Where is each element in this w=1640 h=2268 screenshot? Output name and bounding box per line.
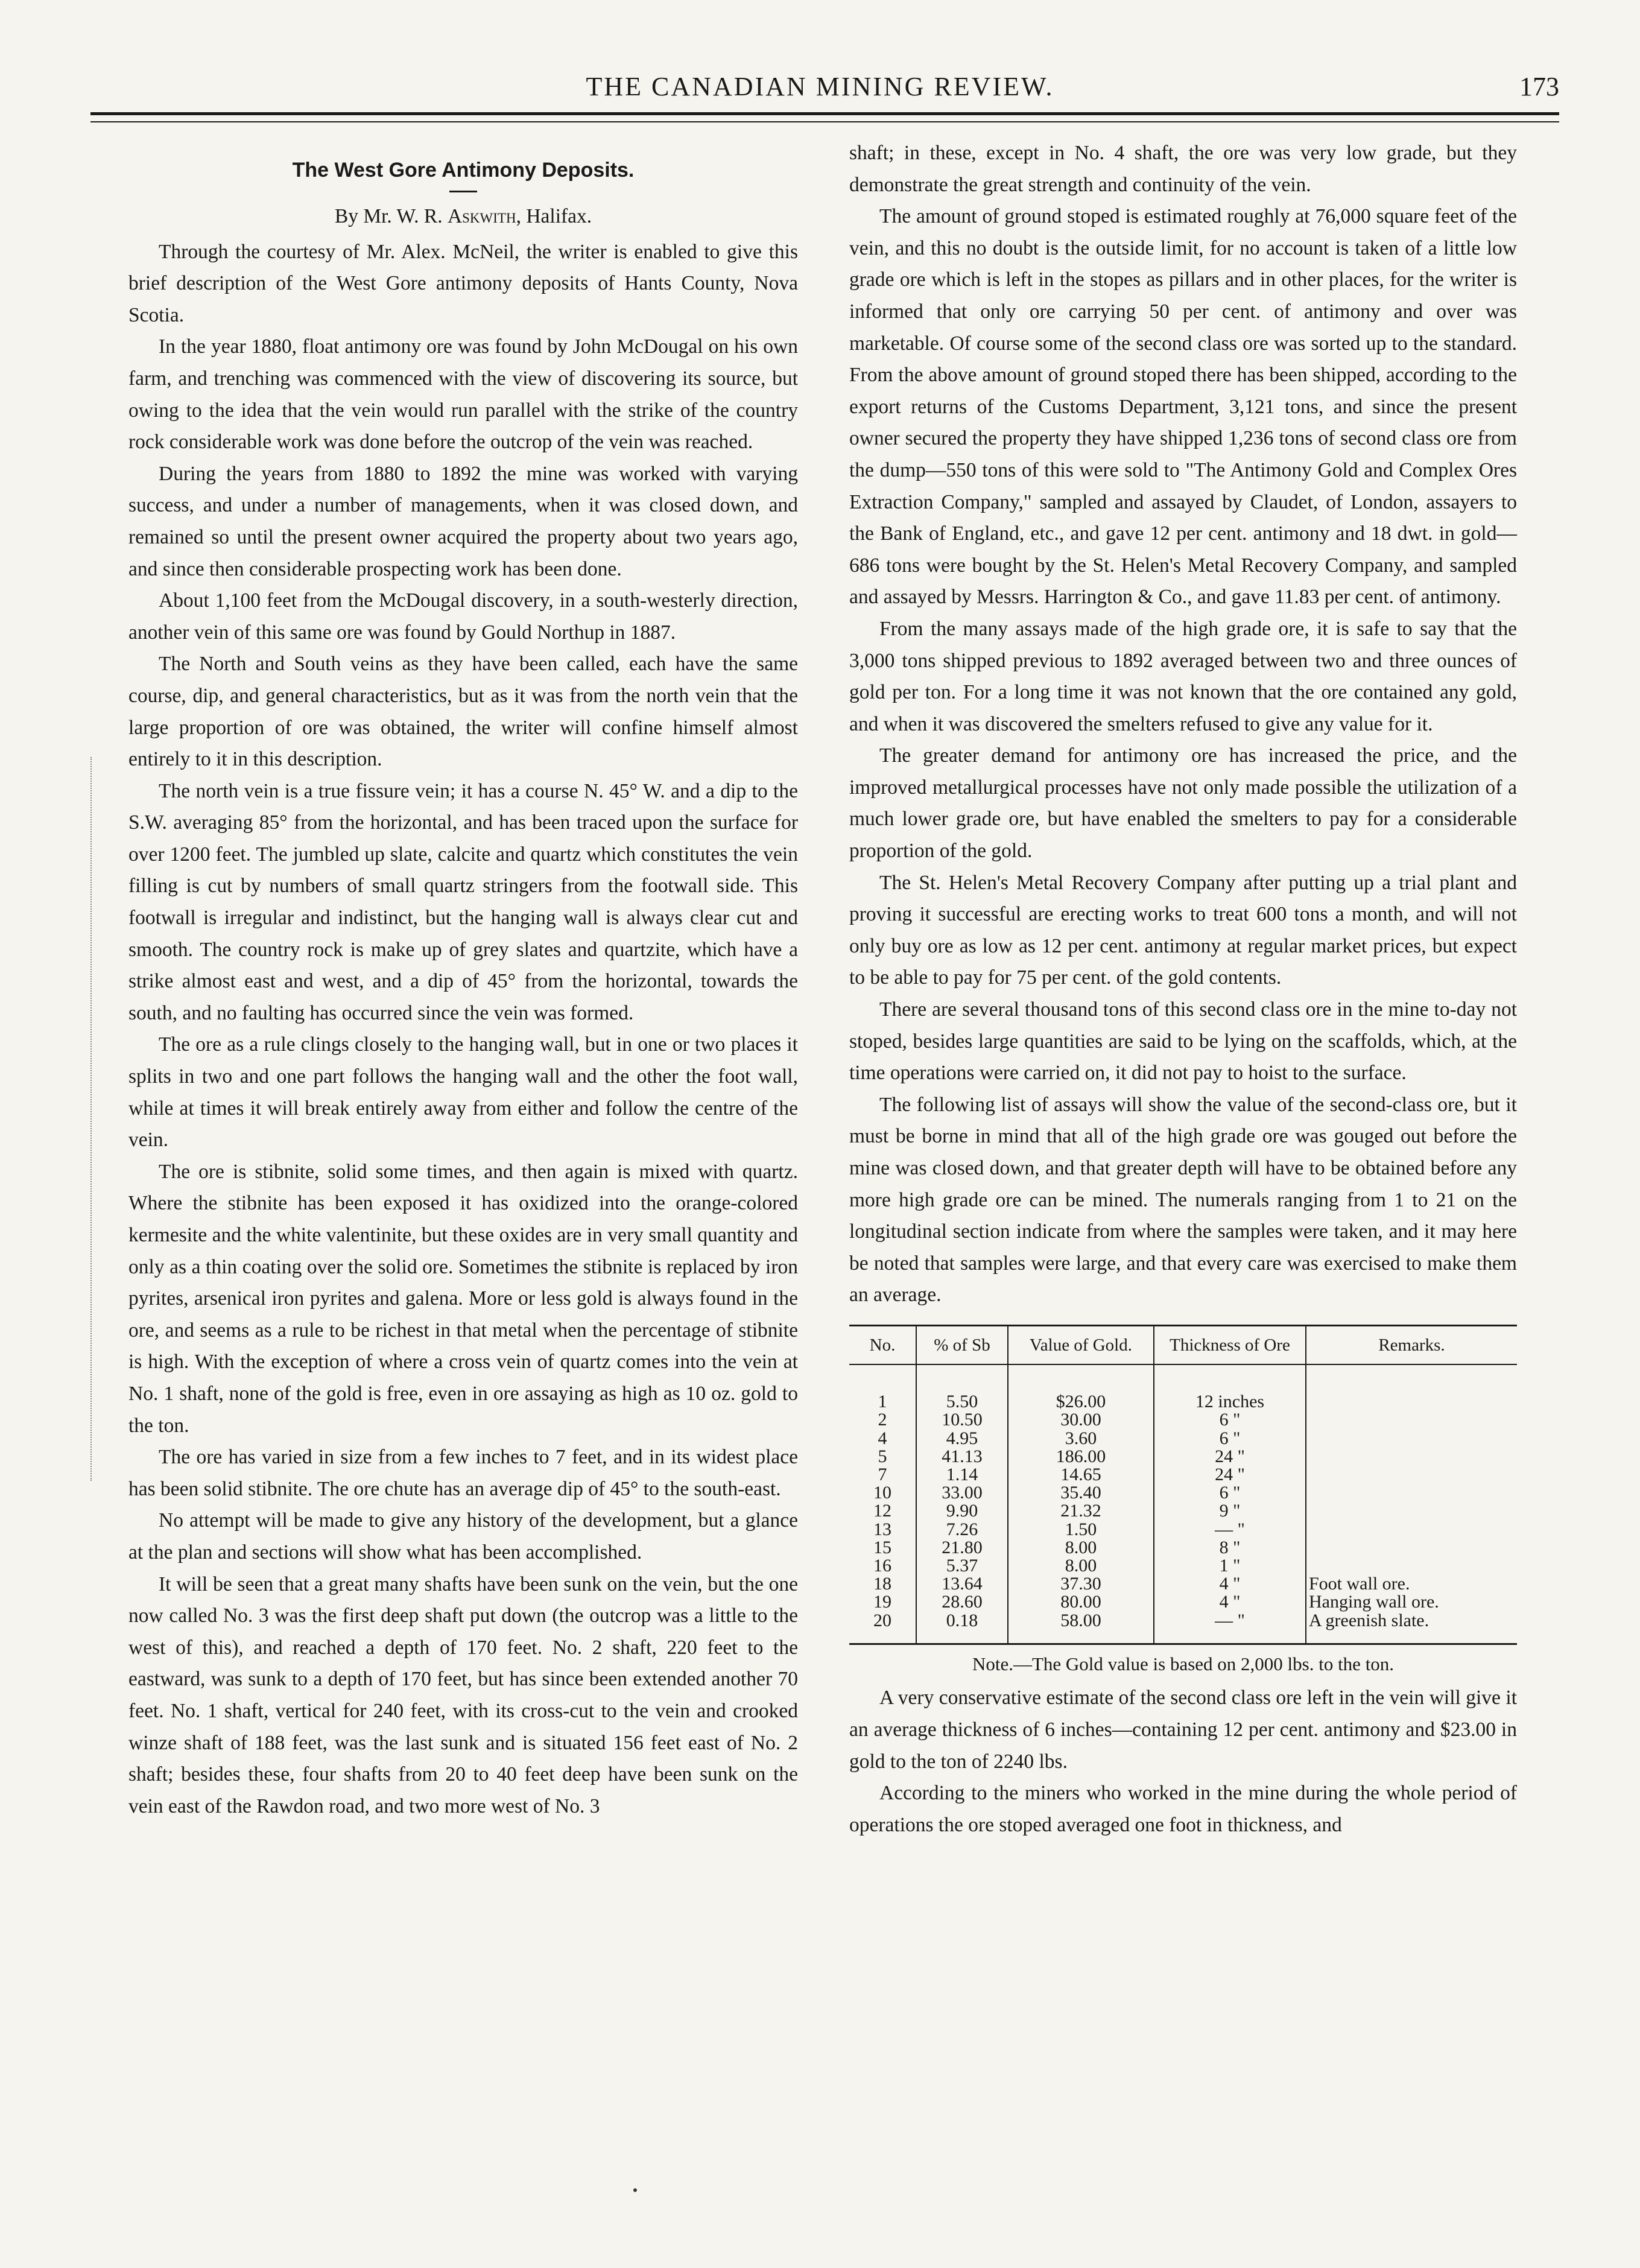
paragraph: The St. Helen's Metal Recovery Company after putting up a trial plant and proving it successful are erecting works to treat 600 tons a month, and will not only buy ore as low as 12 per cent. antimony at regular market prices, but expect to be able to pay for 75 per cent. of the gold contents. — [849, 871, 1517, 989]
header-rule-thin — [90, 121, 1559, 122]
column-header: Value of Gold. — [1008, 1325, 1154, 1364]
table-row — [849, 1539, 1517, 1557]
paragraph: The ore is stibnite, solid some times, and then again is mixed with quartz. Where the stibnite has been exposed it has oxidized into the orange-colored kermesite and the white valentinite, but these oxides are in very small quantity and only as a thin coating over the solid ore. Sometimes the stibnite is replaced by iron pyrites, arsenical iron pyrites and galena. More or less gold is always found in the ore, and seems as a rule to be richest in that metal when the percentage of stibnite is high. With the exception of where a cross vein of quartz comes into the vein at No. 1 shaft, none of the gold is free, even in ore assaying as high as 10 oz. gold to the ton. — [128, 1160, 798, 1437]
table-cell: 18 — [873, 1574, 891, 1594]
table-cell: 12 inches — [1154, 1364, 1306, 1411]
table-cell — [1306, 1448, 1517, 1466]
table-cell: 41.13 — [916, 1448, 1008, 1466]
table-cell: 7.26 — [916, 1521, 1008, 1539]
table-cell: 1.14 — [916, 1466, 1008, 1484]
table-cell: Foot wall ore. — [1306, 1575, 1517, 1593]
table-row — [849, 1521, 1517, 1539]
paragraph: The north vein is a true fissure vein; it has a course N. 45° W. and a dip to the S.W. averaging 85° from the horizontal, and has been traced upon the surface for over 1200 feet. The jumbled up slate, calcite and quartz which constitutes the vein filling is cut by numbers of small quartz stringers from the footwall side. This footwall is irregular and indistinct, but the hanging wall is always clear cut and smooth. The country rock is make up of grey slates and quartzite, which have a strike almost east and west, and a dip of 45° from the horizontal, towards the south, and no faulting has occurred since the vein was formed. — [128, 779, 798, 1024]
table-cell: 30.00 — [1008, 1411, 1154, 1429]
right-column — [849, 138, 1517, 1841]
printer-mark — [633, 2188, 637, 2192]
margin-dotted-rule — [90, 757, 92, 1481]
table-cell: 4.95 — [916, 1430, 1008, 1448]
table-cell: 7 — [878, 1464, 887, 1484]
table-cell — [1306, 1484, 1517, 1502]
paragraph: About 1,100 feet from the McDougal discovery, in a south-westerly direction, another vein of this same ore was found by Gould Northup in 1887. — [128, 589, 798, 644]
table-cell: 2 — [878, 1410, 887, 1430]
table-cell: 1 " — [1154, 1557, 1306, 1575]
table-cell: 10 — [873, 1483, 891, 1503]
table-cell — [1306, 1411, 1517, 1429]
table-cell: 6 " — [1154, 1484, 1306, 1502]
table-cell: 16 — [873, 1556, 891, 1576]
paragraph: According to the miners who worked in the mine during the whole period of operations the ore stoped averaged one foot in thickness, and — [849, 1782, 1517, 1836]
table-cell: — " — [1154, 1612, 1306, 1644]
article-title: The West Gore Antimony Deposits. — [292, 159, 635, 182]
paragraph: shaft; in these, except in No. 4 shaft, the ore was very low grade, but they demonstrate the great strength and continuity of the vein. — [849, 142, 1517, 196]
table-cell: 19 — [873, 1592, 891, 1612]
table-cell: 5.37 — [916, 1557, 1008, 1575]
paragraph: It will be seen that a great many shafts have been sunk on the vein, but the one now called No. 3 was the first deep shaft put down (the outcrop was a little to the west of this), and reached a depth of 170 feet. No. 2 shaft, 220 feet to the eastward, was sunk to a depth of 170 feet, but has since been extended another 70 feet. No. 1 shaft, vertical for 240 feet, with its cross-cut to the vein and crooked winze shaft of 188 feet, was the last sunk and is situated 156 feet east of No. 2 shaft; besides these, four shafts from 20 to 40 feet deep have been sunk on the vein east of the Rawdon road, and two more west of No. 3 — [128, 1573, 798, 1817]
paragraph: During the years from 1880 to 1892 the mine was worked with varying success, and under a number of managements, when it was closed down, and remained so until the present owner acquired the property about two years ago, and since then considerable prospecting work has been done. — [128, 462, 798, 580]
table-cell: 8.00 — [1008, 1539, 1154, 1557]
header-rule — [90, 112, 1559, 115]
table-cell: 6 " — [1154, 1411, 1306, 1429]
paragraph: The amount of ground stoped is estimated roughly at 76,000 square feet of the vein, and this no doubt is the outside limit, for no account is taken of a little low grade ore which is left in the stopes as pillars and in other places, for the writer is informed that only ore carrying 50 per cent. of antimony and over was marketable. Of course some of the second class ore was sorted up to the standard. From the above amount of ground stoped there has been shipped, according to the export returns of the Customs Department, 3,121 tons, and since the present owner secured the property they have shipped 1,236 tons of second class ore from the dump—550 tons of this were sold to "The Antimony Gold and Complex Ores Extraction Company," sampled and assayed by Claudet, of London, assayers to the Bank of England, etc., and gave 12 per cent. antimony and 18 dwt. in gold—686 tons were bought by the St. Helen's Metal Recovery Company, and sampled and assayed by Messrs. Harrington & Co., and gave 11.83 per cent. of antimony. — [849, 205, 1517, 609]
assay-table — [849, 1325, 1517, 1645]
table-cell — [1306, 1502, 1517, 1520]
table-cell: 21.32 — [1008, 1502, 1154, 1520]
table-cell: 14.65 — [1008, 1466, 1154, 1484]
paragraph: In the year 1880, float antimony ore was found by John McDougal on his own farm, and trenching was commenced with the view of discovering its source, but owing to the idea that the vein would run parallel with the strike of the country rock considerable work was done before the outcrop of the vein was reached. — [128, 335, 798, 454]
table-cell: 3.60 — [1008, 1430, 1154, 1448]
table-row — [849, 1593, 1517, 1611]
table-cell: 8.00 — [1008, 1557, 1154, 1575]
table-cell: 15 — [873, 1537, 891, 1557]
title-dash — [449, 191, 477, 192]
table-cell: 186.00 — [1008, 1448, 1154, 1466]
table-row — [849, 1411, 1517, 1429]
table-row — [849, 1612, 1517, 1644]
paragraph: The ore has varied in size from a few inches to 7 feet, and in its widest place has been solid stibnite. The ore chute has an average dip of 45° to the south-east. — [128, 1446, 798, 1500]
byline — [128, 201, 798, 233]
table-cell: 8 " — [1154, 1539, 1306, 1557]
byline-suffix: , Halifax. — [516, 205, 592, 227]
table-row — [849, 1466, 1517, 1484]
page-number: 173 — [1519, 72, 1559, 101]
table-cell: $26.00 — [1008, 1364, 1154, 1411]
table-cell: 4 " — [1154, 1575, 1306, 1593]
table-cell: 5 — [878, 1446, 887, 1466]
table-cell: 20 — [873, 1610, 891, 1630]
table-cell: 28.60 — [916, 1593, 1008, 1611]
paragraph: The greater demand for antimony ore has increased the price, and the improved metallurgical processes have not only made possible the utilization of a much lower grade ore, but have enabled the smelters to pay for a considerable proportion of the gold. — [849, 744, 1517, 863]
table-cell: 9 " — [1154, 1502, 1306, 1520]
table-cell — [1306, 1364, 1517, 1411]
table-cell: 0.18 — [916, 1612, 1008, 1644]
column-header: Remarks. — [1306, 1325, 1517, 1364]
column-header: No. — [849, 1325, 916, 1364]
table-note: Note.—The Gold value is based on 2,000 lbs. to the ton. — [972, 1653, 1395, 1674]
paragraph: There are several thousand tons of this second class ore in the mine to-day not stoped, besides large quantities are said to be lying on the scaffolds, which, at the time operations were carried on, it did not pay to hoist to the surface. — [849, 998, 1517, 1085]
table-cell: 35.40 — [1008, 1484, 1154, 1502]
table-cell: 1.50 — [1008, 1521, 1154, 1539]
table-cell — [1306, 1539, 1517, 1557]
table-cell: 10.50 — [916, 1411, 1008, 1429]
table-cell: — " — [1154, 1521, 1306, 1539]
table-cell: A greenish slate. — [1306, 1612, 1517, 1644]
table-cell: 9.90 — [916, 1502, 1008, 1520]
table-cell: 21.80 — [916, 1539, 1008, 1557]
table-cell — [1306, 1557, 1517, 1575]
byline-prefix: By Mr. W. R. — [334, 205, 448, 227]
table-cell: 33.00 — [916, 1484, 1008, 1502]
table-cell: 37.30 — [1008, 1575, 1154, 1593]
paragraph: The following list of assays will show the value of the second-class ore, but it must be borne in mind that all of the high grade ore was gouged out before the mine was closed down, and that greater depth will have to be obtained before any more high grade ore can be mined. The numerals ranging from 1 to 21 on the longitudinal section indicate from where the samples were taken, and it may here be noted that samples were large, and that every care was exercised to make them an average. — [849, 1093, 1517, 1307]
paragraph: Through the courtesy of Mr. Alex. McNeil, the writer is enabled to give this brief description of the West Gore antimony deposits of Hants County, Nova Scotia. — [128, 240, 798, 326]
journal-title: THE CANADIAN MINING REVIEW. — [586, 72, 1054, 101]
table-cell: 24 " — [1154, 1448, 1306, 1466]
table-row — [849, 1448, 1517, 1466]
table-cell: 58.00 — [1008, 1612, 1154, 1644]
table-cell: 5.50 — [916, 1364, 1008, 1411]
table-cell: 1 — [878, 1392, 887, 1412]
table-row — [849, 1502, 1517, 1520]
byline-name: Askwith — [447, 205, 516, 227]
table-cell: Hanging wall ore. — [1306, 1593, 1517, 1611]
table-cell — [1306, 1430, 1517, 1448]
paragraph: The North and South veins as they have been called, each have the same course, dip, and general characteristics, but as it was from the north vein that the large proportion of ore was obtained, the writer will confine himself almost entirely to it in this description. — [128, 653, 798, 771]
table-cell: 4 — [878, 1428, 887, 1448]
paragraph: No attempt will be made to give any history of the development, but a glance at the plan and sections will show what has been accomplished. — [128, 1509, 798, 1563]
table-cell: 12 — [873, 1501, 891, 1521]
table-cell: 6 " — [1154, 1430, 1306, 1448]
table-row — [849, 1575, 1517, 1593]
paragraph: The ore as a rule clings closely to the hanging wall, but in one or two places it splits in two and one part follows the hanging wall and the other the foot wall, while at times it will break entirely away from either and follow the centre of the vein. — [128, 1033, 798, 1151]
table-cell: 4 " — [1154, 1593, 1306, 1611]
paragraph: A very conservative estimate of the second class ore left in the vein will give it an average thickness of 6 inches—containing 12 per cent. antimony and $23.00 in gold to the ton of 2240 lbs. — [849, 1687, 1517, 1773]
column-header: % of Sb — [916, 1325, 1008, 1364]
left-column — [128, 138, 798, 1822]
table-row — [849, 1430, 1517, 1448]
table-row — [849, 1364, 1517, 1411]
table-cell: 80.00 — [1008, 1593, 1154, 1611]
paragraph: From the many assays made of the high grade ore, it is safe to say that the 3,000 tons shipped previous to 1892 averaged between two and three ounces of gold per ton. For a long time it was not known that the ore contained any gold, and when it was discovered the smelters refused to give any value for it. — [849, 617, 1517, 735]
table-cell — [1306, 1466, 1517, 1484]
table-cell — [1306, 1521, 1517, 1539]
table-cell: 13 — [873, 1519, 891, 1539]
table-header-row — [849, 1325, 1517, 1364]
table-row — [849, 1557, 1517, 1575]
table-cell: 13.64 — [916, 1575, 1008, 1593]
column-header: Thickness of Ore — [1154, 1325, 1306, 1364]
table-cell: 24 " — [1154, 1466, 1306, 1484]
table-row — [849, 1484, 1517, 1502]
